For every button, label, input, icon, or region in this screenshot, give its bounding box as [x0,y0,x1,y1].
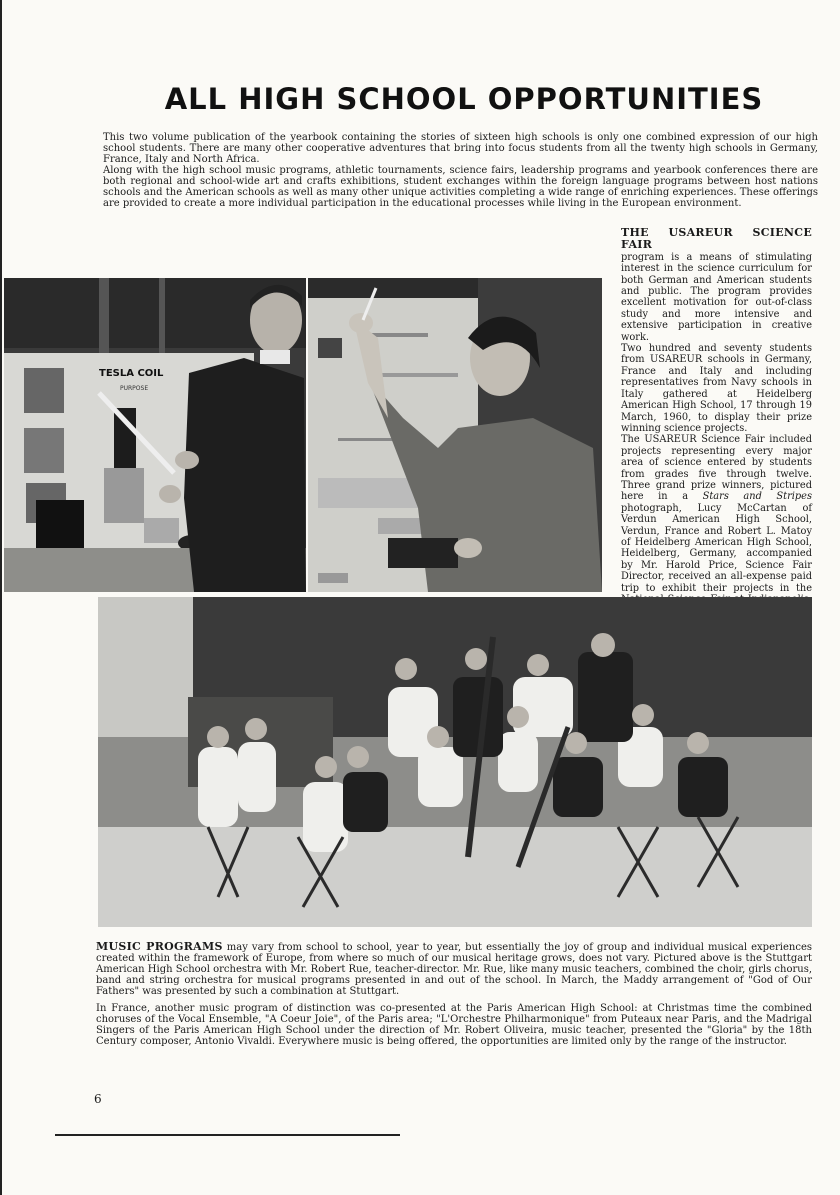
music-programs-heading: MUSIC PROGRAMS [96,940,223,953]
photo-tesla-coil-exhibit [4,278,306,592]
intro-paragraph: This two volume publication of the yearbook containing the stories of sixteen high schools is only one combined expression of our high school students. There are many other cooperative adventures that bring into focus students from all the twenty high schools in Germany, France, Italy and North Africa. [103,132,818,165]
science-fair-heading-paragraph [621,227,812,343]
intro-text [103,132,818,209]
science-fair-paragraph: program is a means of stimulating interest in the science curriculum for both German and American students and public. The program provides excellent motivation for out-of-class study and more intensive and extensive participation in creative work. [621,251,812,343]
page-number: 6 [94,1092,102,1106]
photo-science-fair-winner [308,278,602,592]
footer-rule [55,1134,400,1136]
music-paragraph: In France, another music program of distinction was co-presented at the Paris American High School: at Christmas time the combined choruses of the Vocal Ensemble, "A Coeur Joie", of the Paris area; "L'Orchestre Philharmonique" from Puteaux near Paris, and the Madrigal Singers of the Paris American High School under the direction of Mr. Robert Oliveira, music teacher, presented the "Gloria" by the 18th Century composer, Antonio Vivaldi. Everywhere music is being offered, the opportunities are limited only by the range of the instructor. [96,1003,812,1047]
page-edge-line [0,0,2,1195]
intro-paragraph: Along with the high school music programs, athletic tournaments, science fairs, leadership programs and yearbook conferences there are both regional and school-wide art and crafts exhibitions, student exchanges within the foreign language programs between host nations schools and the American schools as well as many other unique activities completing a wide range of enriching experiences. These offerings are provided to create a more individual participation in the educational processes while living in the European environment. [103,165,818,209]
science-fair-paragraph: The USAREUR Science Fair included projects representing every major area of science entered by students from grades five through twelve. Three grand prize winners, pictured here in a Stars and Stripes photograph, Lucy McCartan of Verdun American High School, Verdun, France and Robert L. Matoy of Heidelberg American High School, Heidelberg, Germany, accompanied by Mr. Harold Price, Science Fair Director, received an all-expense paid trip to exhibit their projects in the [621,434,812,594]
photo-stuttgart-orchestra [98,597,812,927]
page-title: ALL HIGH SCHOOL OPPORTUNITIES [164,82,764,116]
science-fair-heading: THE USAREUR SCIENCE FAIR [621,226,812,252]
music-paragraph: MUSIC PROGRAMS may vary from school to school, year to year, but essentially the joy of group and individual musical experiences created within the framework of Europe, from where so much of our musical heritage grows, does not vary. Pictured above is the Stuttgart American High School orchestra with Mr. Robert Rue, teacher-director. Mr. Rue, like many music teachers, combined the choir, girls chorus, band and string orchestra for musical programs presented in and out of the school. In March, the Maddy arrangement of "God of Our Fathers" was presented by such a combination at Stuttgart. [96,940,812,997]
publication-name: Stars and Stripes [702,491,812,503]
exhibit-sign-subtext: PURPOSE [120,385,149,392]
science-fair-paragraph: Two hundred and seventy students from USAREUR schools in Germany, France and Italy and including representatives from Navy schools in Italy gathered at Heidelberg American High School, 17 through 19 March, 1960, to display their prize winning science projects. [621,343,812,434]
exhibit-sign-text: TESLA COIL [99,368,164,379]
music-programs-text [96,941,812,1053]
science-fair-text [621,227,812,617]
